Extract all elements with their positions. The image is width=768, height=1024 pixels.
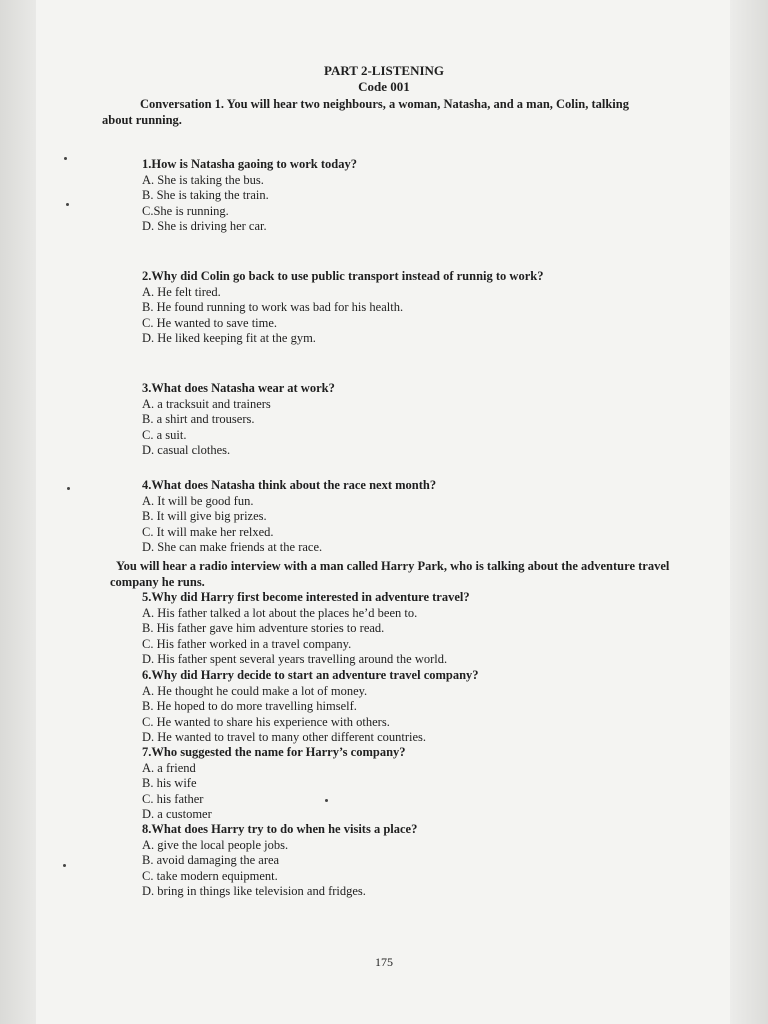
scan-mark [64,157,67,160]
question-3 [142,381,335,459]
scan-mark [67,487,70,490]
question-stem: 1.How is Natasha gaoing to work today? [142,157,357,171]
question-stem: 3.What does Natasha wear at work? [142,381,335,395]
page-number: 175 [375,955,393,969]
question-7 [142,745,406,823]
option-d: D. casual clothes. [142,443,231,457]
option-c: C. take modern equipment. [142,868,278,883]
conversation-1-intro: Conversation 1. You will hear two neighbours, a woman, Natasha, and a man, Colin, talking about running. [102,97,629,127]
option-b: B. his wife [142,776,197,790]
question-stem: 6.Why did Harry decide to start an adventure travel company? [142,668,479,682]
question-2 [142,269,543,347]
question-5 [142,590,470,668]
option-d: D. She is driving her car. [142,219,267,233]
question-stem: 2.Why did Colin go back to use public transport instead of runnig to work? [142,269,544,283]
option-a: A. a friend [142,760,196,775]
option-b: B. He hoped to do more travelling himself. [142,699,357,713]
scan-border-right [730,0,768,1024]
option-d: D. He wanted to travel to many other different countries. [142,730,427,744]
option-c: C.She is running. [142,203,229,218]
scan-mark [63,864,66,867]
option-a: A. He thought he could make a lot of money. [142,683,368,698]
option-b: B. She is taking the train. [142,188,269,202]
page-title: PART 2-LISTENING [323,63,445,78]
question-6 [142,668,479,746]
scan-border-left [0,0,36,1024]
option-d: D. She can make friends at the race. [142,540,323,554]
option-c: C. His father worked in a travel company. [142,636,352,651]
option-d: D. a customer [142,807,212,821]
question-stem: 8.What does Harry try to do when he visits a place? [142,822,418,836]
question-stem: 7.Who suggested the name for Harry’s company? [142,745,406,759]
option-b: B. a shirt and trousers. [142,412,255,426]
option-c: C. He wanted to save time. [142,315,278,330]
option-a: A. She is taking the bus. [142,172,264,187]
option-d: D. His father spent several years travelling around the world. [142,652,448,666]
page-code: Code 001 [358,79,410,94]
option-c: C. his father [142,791,204,806]
option-b: B. avoid damaging the area [142,853,280,867]
question-stem: 5.Why did Harry first become interested in adventure travel? [142,590,470,604]
option-b: B. It will give big prizes. [142,509,267,523]
option-b: B. He found running to work was bad for his health. [142,300,404,314]
option-d: D. He liked keeping fit at the gym. [142,331,316,345]
question-8 [142,822,417,900]
option-d: D. bring in things like television and fridges. [142,884,366,898]
option-a: A. It will be good fun. [142,493,254,508]
scan-mark [325,799,328,802]
option-c: C. It will make her relxed. [142,524,274,539]
option-a: A. a tracksuit and trainers [142,396,271,411]
scan-mark [66,203,69,206]
question-4 [142,478,436,556]
option-a: A. give the local people jobs. [142,837,289,852]
option-c: C. He wanted to share his experience with others. [142,714,390,729]
option-c: C. a suit. [142,427,187,442]
question-stem: 4.What does Natasha think about the race next month? [142,478,437,492]
option-a: A. His father talked a lot about the places he’d been to. [142,605,418,620]
option-b: B. His father gave him adventure stories to read. [142,621,385,635]
option-a: A. He felt tired. [142,284,221,299]
radio-interview-intro: You will hear a radio interview with a man called Harry Park, who is talking about the adventure travel company he runs. [110,559,670,589]
question-1 [142,157,357,235]
